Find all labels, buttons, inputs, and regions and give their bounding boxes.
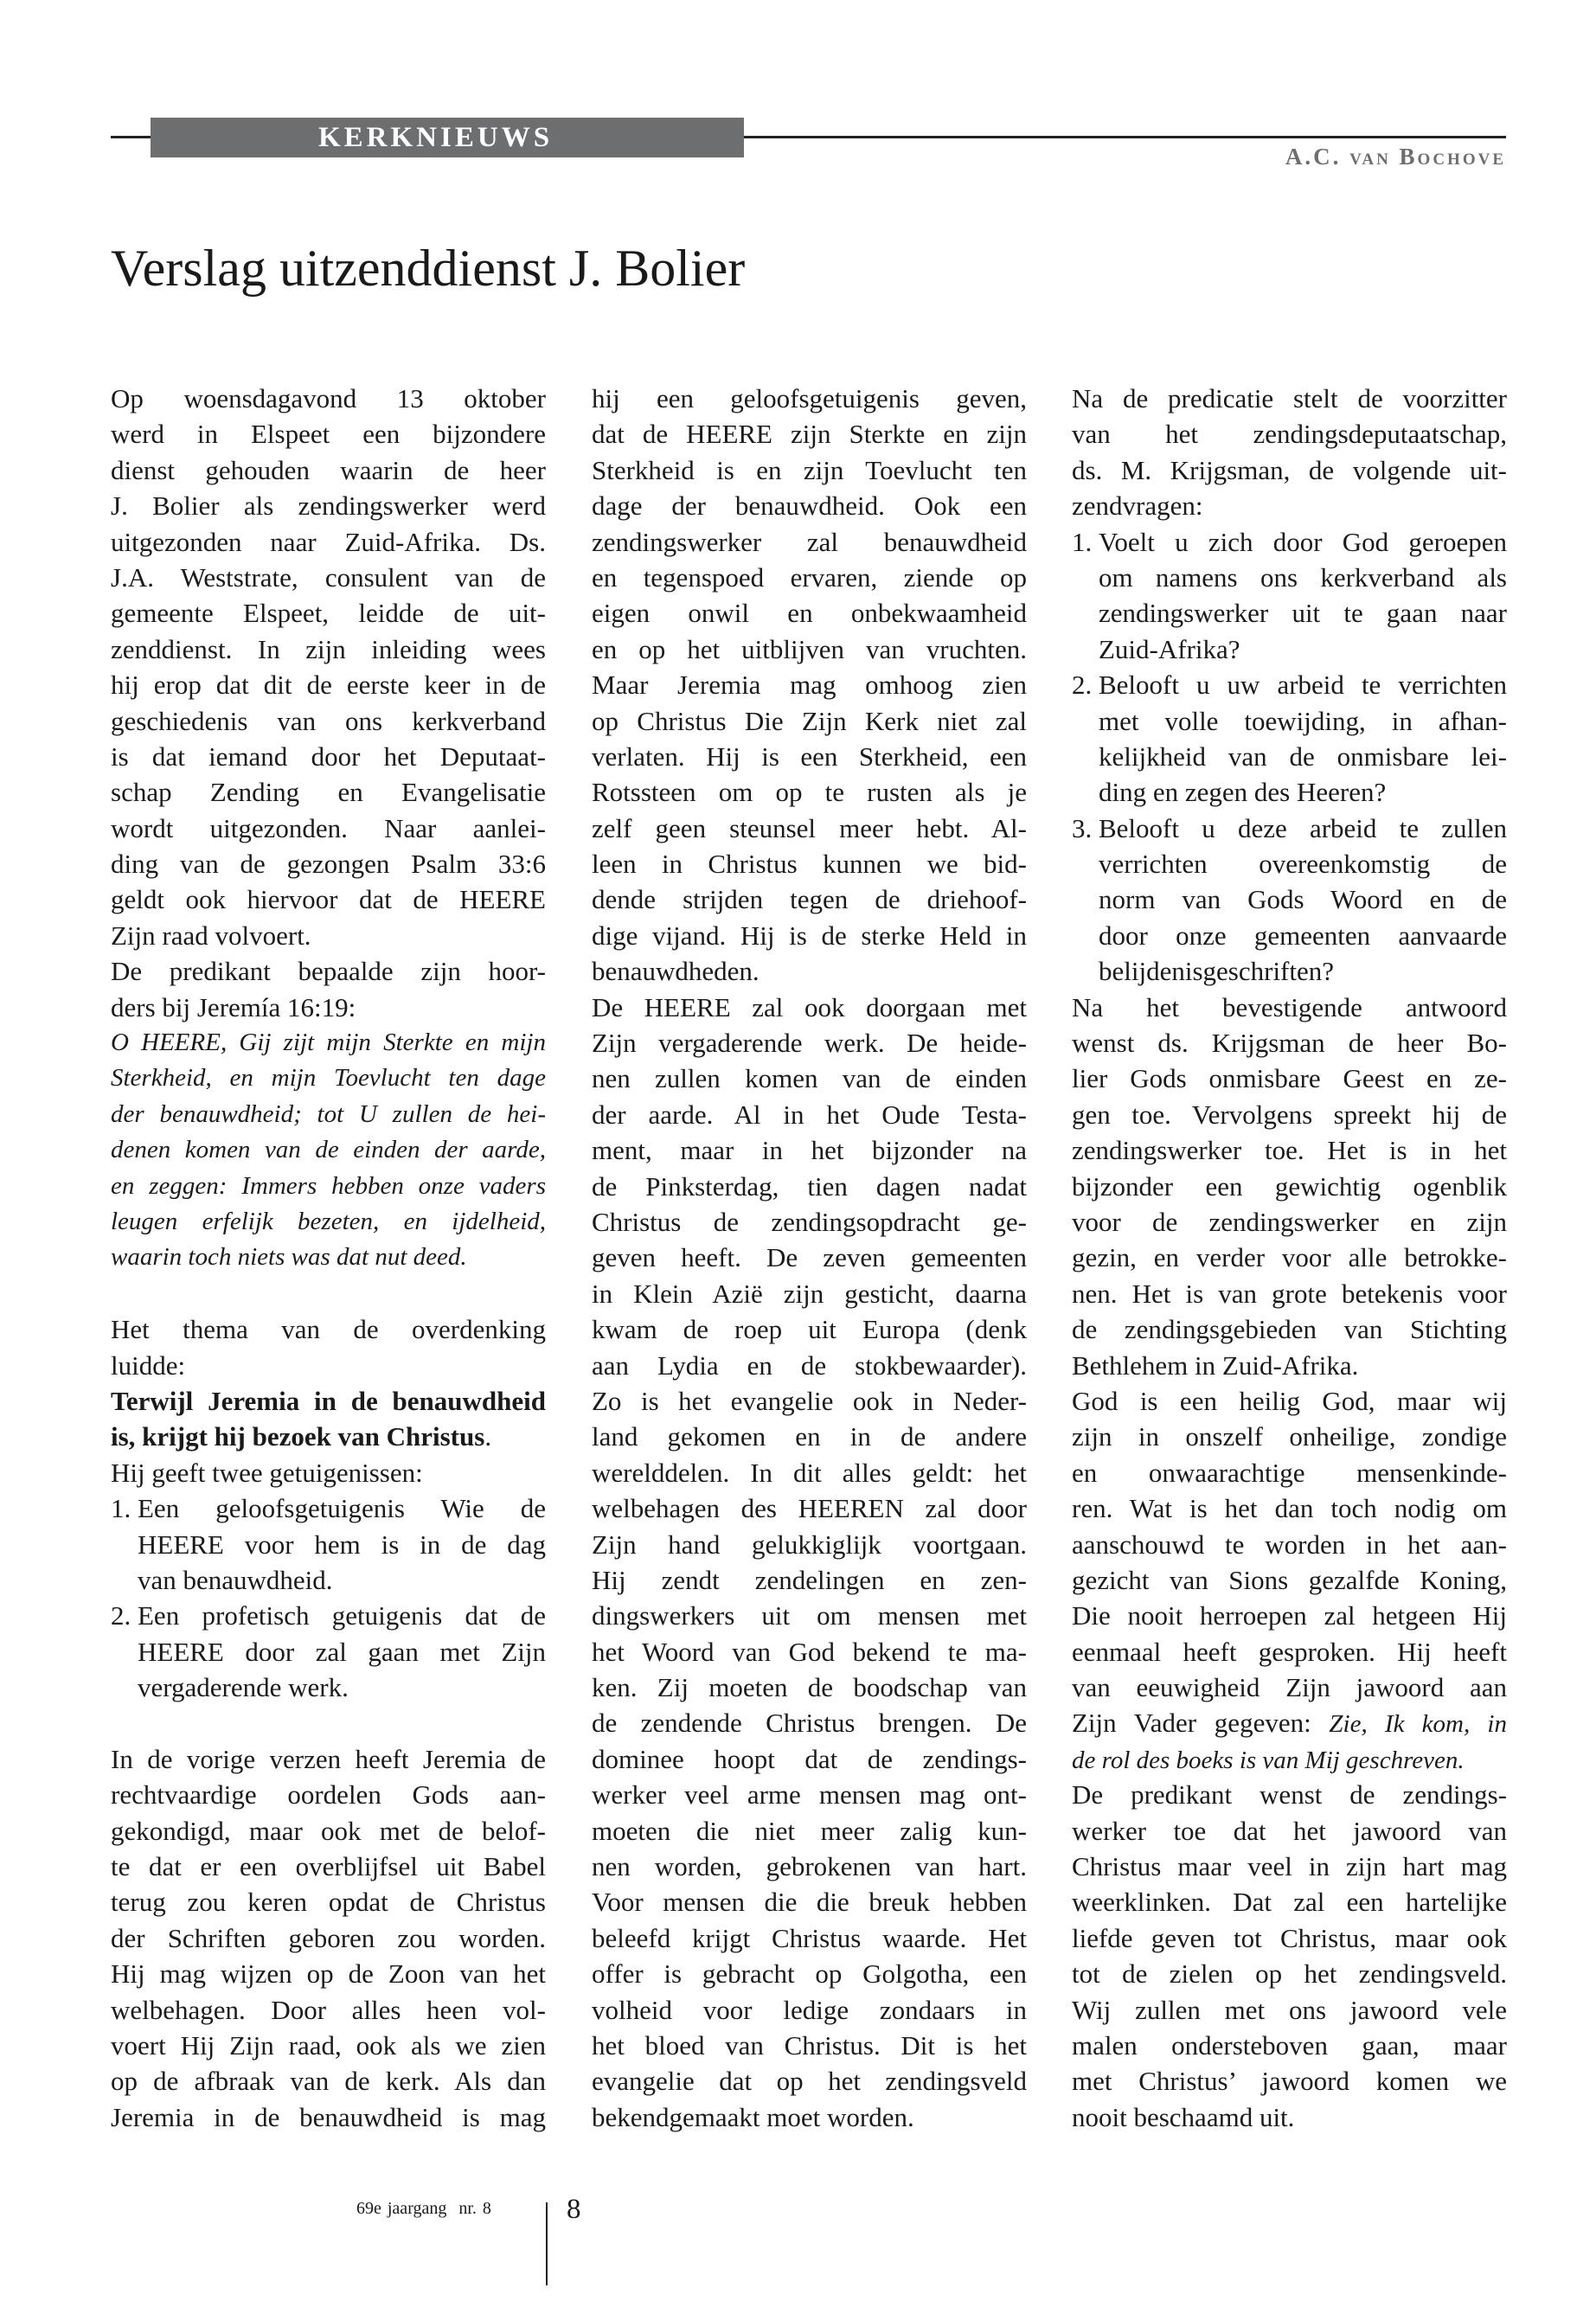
text-line: door onze gemeenten aanvaarde xyxy=(1099,920,1507,951)
text-line: eenmaal heeft gesproken. Hij heeft xyxy=(1072,1636,1507,1667)
text-line: De predikant wenst de zendings- xyxy=(1072,1779,1507,1811)
text-line: de Pinksterdag, tien dagen nadat xyxy=(592,1170,1027,1202)
text-line: geven heeft. De zeven gemeenten xyxy=(592,1242,1027,1273)
text-line: waarin toch niets was dat nut deed. xyxy=(111,1243,467,1272)
text-line: J. Bolier als zendingswerker werd xyxy=(111,490,546,522)
text-line: Hij geeft twee getuigenissen: xyxy=(111,1457,423,1488)
text-line: van het zendingsdeputaatschap, xyxy=(1072,419,1507,450)
issue-info: 69e jaargang nr. 8 xyxy=(356,2199,491,2218)
text-line: Zijn raad volvoert. xyxy=(111,920,311,951)
text-line: leugen erfelijk bezeten, en ijdelheid, xyxy=(111,1207,546,1235)
text-line: Een profetisch getuigenis dat de xyxy=(138,1600,546,1631)
text-line: de zendende Christus brengen. De xyxy=(592,1708,1027,1739)
text-line: leen in Christus kunnen we bid- xyxy=(592,849,1027,880)
text-line: bekendgemaakt moet worden. xyxy=(592,2101,914,2132)
text-line: geschiedenis van ons kerkverband xyxy=(111,705,546,736)
footer-divider xyxy=(546,2202,548,2285)
text-line: en zeggen: Immers hebben onze vaders xyxy=(111,1171,546,1200)
text-line: Bethlehem in Zuid-Afrika. xyxy=(1072,1349,1359,1381)
list-item xyxy=(111,1490,546,1598)
text-line: zelf geen steunsel meer hebt. Al- xyxy=(592,812,1027,843)
text-line: gen toe. Vervolgens spreekt hij de xyxy=(1072,1099,1507,1130)
text-line: Christus maar veel in zijn hart mag xyxy=(1072,1851,1507,1882)
article-column-2 xyxy=(592,381,1027,2135)
text-line xyxy=(1072,1705,1507,1740)
text-line: malen ondersteboven gaan, maar xyxy=(1072,2029,1507,2061)
text-span: . xyxy=(484,1421,492,1452)
text-line: Zijn vergaderende werk. De heide- xyxy=(592,1028,1027,1059)
text-line: werker toe dat het jawoord van xyxy=(1072,1815,1507,1846)
paragraph xyxy=(1072,1777,1507,2135)
text-line: uitgezonden naar Zuid-Afrika. Ds. xyxy=(111,526,546,557)
text-line: tot de zielen op het zendingsveld. xyxy=(1072,1958,1507,1990)
text-line: het Woord van God bekend te ma- xyxy=(592,1636,1027,1667)
paragraph xyxy=(111,381,546,953)
text-line: Het thema van de overdenking xyxy=(111,1314,546,1345)
text-line: ders bij Jeremía 16:19: xyxy=(111,991,356,1022)
text-line: vergaderende werk. xyxy=(138,1672,349,1703)
text-line: Een geloofsgetuigenis Wie de xyxy=(138,1493,546,1524)
text-line: Na het bevestigende antwoord xyxy=(1072,991,1507,1022)
text-line xyxy=(111,1419,546,1454)
text-line: dende strijden tegen de driehoof- xyxy=(592,884,1027,915)
text-line: evangelie dat op het zendingsveld xyxy=(592,2066,1027,2097)
text-line: liefde geven tot Christus, maar ook xyxy=(1072,1922,1507,1953)
paragraph xyxy=(111,1383,546,1455)
list-number: 1. xyxy=(111,1493,131,1524)
text-line: zenddienst. In zijn inleiding wees xyxy=(111,633,546,664)
text-line: Sterkheid, en mijn Toevlucht ten dage xyxy=(111,1064,546,1093)
paragraph xyxy=(592,381,1027,990)
text-line: land gekomen en in de andere xyxy=(592,1421,1027,1452)
text-line: Belooft u uw arbeid te verrichten xyxy=(1099,670,1507,701)
text-line: op Christus Die Zijn Kerk niet zal xyxy=(592,705,1027,736)
text-line: der aarde. Al in het Oude Testa- xyxy=(592,1099,1027,1130)
page-number: 8 xyxy=(567,2194,581,2225)
text-line: norm van Gods Woord en de xyxy=(1099,884,1507,915)
list-item xyxy=(1072,811,1507,990)
text-line: voert Hij Zijn raad, ook als we zien xyxy=(111,2029,546,2061)
list-number: 2. xyxy=(1072,670,1093,701)
text-line: ren. Wat is het dan toch nodig om xyxy=(1072,1493,1507,1524)
text-line: zijn in onszelf onheilige, zondige xyxy=(1072,1421,1507,1452)
text-span: de rol des boeks is van Mij geschreven. xyxy=(1072,1746,1465,1774)
text-line: en tegenspoed ervaren, ziende op xyxy=(592,561,1027,593)
text-line: bijzonder een gewichtig ogenblik xyxy=(1072,1170,1507,1202)
text-span: is, krijgt hij bezoek van Christus xyxy=(111,1421,485,1452)
list-item xyxy=(111,1598,546,1705)
text-line: om namens ons kerkverband als xyxy=(1099,561,1507,593)
text-line: gezin, en verder voor alle betrokke- xyxy=(1072,1242,1507,1273)
text-line: zendingswerker zal benauwdheid xyxy=(592,526,1027,557)
text-line: Sterkheid is en zijn Toevlucht ten xyxy=(592,454,1027,485)
text-line: van benauwdheid. xyxy=(138,1564,333,1595)
text-line: luidde: xyxy=(111,1349,186,1381)
text-line: HEERE voor hem is in de dag xyxy=(138,1529,546,1560)
text-line: volheid voor ledige zondaars in xyxy=(592,1994,1027,2025)
text-line: werelddelen. In dit alles geldt: het xyxy=(592,1457,1027,1488)
text-line: Die nooit herroepen zal hetgeen Hij xyxy=(1072,1600,1507,1631)
text-line: dige vijand. Hij is de sterke Held in xyxy=(592,920,1027,951)
text-line: zendvragen: xyxy=(1072,490,1203,522)
paragraph xyxy=(1072,1383,1507,1777)
text-line: Voor mensen die die breuk hebben xyxy=(592,1887,1027,1918)
text-line: Na de predicatie stelt de voorzitter xyxy=(1072,383,1507,413)
text-line: te dat er een overblijfsel uit Babel xyxy=(111,1851,546,1882)
text-line: Wij zullen met ons jawoord vele xyxy=(1072,1994,1507,2025)
text-line: nooit beschaamd uit. xyxy=(1072,2101,1295,2132)
text-line: Zuid-Afrika? xyxy=(1099,633,1240,664)
text-line: werker veel arme mensen mag ont- xyxy=(592,1779,1027,1811)
list-number: 1. xyxy=(1072,526,1093,557)
text-line: zendingswerker uit te gaan naar xyxy=(1099,598,1507,629)
text-line: benauwdheden. xyxy=(592,956,760,987)
text-line: der benauwdheid; tot U zullen de hei- xyxy=(111,1099,546,1128)
text-line: eigen onwil en onbekwaamheid xyxy=(592,598,1027,629)
article-title: Verslag uitzenddienst J. Bolier xyxy=(111,240,746,297)
paragraph xyxy=(111,953,546,1025)
text-line: gemeente Elspeet, leidde de uit- xyxy=(111,598,546,629)
text-line: aanschouwd te worden in het aan- xyxy=(1072,1529,1507,1560)
text-line: verlaten. Hij is een Sterkheid, een xyxy=(592,740,1027,772)
text-line: schap Zending en Evangelisatie xyxy=(111,777,546,808)
text-line: zendingswerker toe. Het is in het xyxy=(1072,1135,1507,1166)
text-line: ken. Zij moeten de boodschap van xyxy=(592,1672,1027,1703)
text-line: God is een heilig God, maar wij xyxy=(1072,1385,1507,1416)
paragraph xyxy=(111,1741,546,2135)
text-line: Hij mag wijzen op de Zoon van het xyxy=(111,1958,546,1990)
text-line: weerklinken. Dat zal een hartelijke xyxy=(1072,1887,1507,1918)
text-line: op de afbraak van de kerk. Als dan xyxy=(111,2066,546,2097)
list-item xyxy=(1072,524,1507,668)
text-line: Zijn hand gelukkiglijk voortgaan. xyxy=(592,1529,1027,1560)
text-line: rechtvaardige oordelen Gods aan- xyxy=(111,1779,546,1811)
author-name: A.C. van Bochove xyxy=(1285,144,1506,170)
list-number: 3. xyxy=(1072,812,1093,843)
text-line: hij een geloofsgetuigenis geven, xyxy=(592,383,1027,413)
paragraph-gap xyxy=(111,1276,546,1311)
text-line: verrichten overeenkomstig de xyxy=(1099,849,1507,880)
text-line: gekondigd, maar ook met de belof- xyxy=(111,1815,546,1846)
text-line: dominee hoopt dat de zendings- xyxy=(592,1743,1027,1774)
text-line: beleefd krijgt Christus waarde. Het xyxy=(592,1922,1027,1953)
text-line: aan Lydia en de stokbewaarder). xyxy=(592,1349,1027,1381)
section-label: KERKNIEUWS xyxy=(151,118,744,157)
article-column-3 xyxy=(1072,381,1507,2135)
text-line: nen zullen komen van de einden xyxy=(592,1063,1027,1094)
paragraph xyxy=(1072,990,1507,1383)
text-line: wenst ds. Krijgsman de heer Bo- xyxy=(1072,1028,1507,1059)
text-line: belijdenisgeschriften? xyxy=(1099,956,1335,987)
text-line: en onwaarachtige mensenkinde- xyxy=(1072,1457,1507,1488)
text-line: in Klein Azië zijn gesticht, daarna xyxy=(592,1278,1027,1309)
text-line: ds. M. Krijgsman, de volgende uit- xyxy=(1072,454,1507,485)
text-line: Rotssteen om op te rusten als je xyxy=(592,777,1027,808)
text-line: en op het uitblijven van vruchten. xyxy=(592,633,1027,664)
text-line: wordt uitgezonden. Naar aanlei- xyxy=(111,812,546,843)
text-line: van eeuwigheid Zijn jawoord aan xyxy=(1072,1672,1507,1703)
text-line: ding van de gezongen Psalm 33:6 xyxy=(111,849,546,880)
text-line: offer is gebracht op Golgotha, een xyxy=(592,1958,1027,1990)
text-line: welbehagen. Door alles heen vol- xyxy=(111,1994,546,2025)
text-span: Terwijl Jeremia in de benauwdheid xyxy=(111,1385,546,1416)
text-line: Jeremia in de benauwdheid is mag xyxy=(111,2101,546,2132)
text-line: nen worden, gebrokenen van hart. xyxy=(592,1851,1027,1882)
text-line xyxy=(111,1383,546,1419)
text-line: kelijkheid van de onmisbare lei- xyxy=(1099,740,1507,772)
list-item xyxy=(1072,667,1507,811)
text-line: hij erop dat dit de eerste keer in de xyxy=(111,670,546,701)
text-line: dat de HEERE zijn Sterkte en zijn xyxy=(592,419,1027,450)
paragraph xyxy=(111,1311,546,1383)
scripture-quote xyxy=(111,1025,546,1276)
list-number: 2. xyxy=(111,1600,131,1631)
text-line: dage der benauwdheid. Ook een xyxy=(592,490,1027,522)
text-line: met volle toewijding, in afhan- xyxy=(1099,705,1507,736)
text-line: J.A. Weststrate, consulent van de xyxy=(111,561,546,593)
text-line: HEERE door zal gaan met Zijn xyxy=(138,1636,546,1667)
text-line: der Schriften geboren zou worden. xyxy=(111,1922,546,1953)
paragraph xyxy=(1072,381,1507,524)
text-line: ment, maar in het bijzonder na xyxy=(592,1135,1027,1166)
text-line: gezicht van Sions gezalfde Koning, xyxy=(1072,1564,1507,1595)
paragraph xyxy=(592,990,1027,2136)
text-span: Zie, Ik kom, in xyxy=(1329,1710,1507,1739)
text-line: Maar Jeremia mag omhoog zien xyxy=(592,670,1027,701)
paragraph xyxy=(111,1455,546,1490)
text-line xyxy=(1072,1741,1507,1777)
text-line: de zendingsgebieden van Stichting xyxy=(1072,1314,1507,1345)
text-span: Zijn Vader gegeven: xyxy=(1072,1708,1330,1739)
text-line: het bloed van Christus. Dit is het xyxy=(592,2029,1027,2061)
text-line: De HEERE zal ook doorgaan met xyxy=(592,991,1027,1022)
text-line: Zo is het evangelie ook in Neder- xyxy=(592,1385,1027,1416)
paragraph-gap xyxy=(111,1705,546,1740)
text-line: denen komen van de einden der aarde, xyxy=(111,1136,546,1164)
text-line: De predikant bepaalde zijn hoor- xyxy=(111,956,546,987)
text-line: lier Gods onmisbare Geest en ze- xyxy=(1072,1063,1507,1094)
text-line: welbehagen des HEEREN zal door xyxy=(592,1493,1027,1524)
text-line: ding en zegen des Heeren? xyxy=(1099,777,1387,808)
text-line: Christus de zendingsopdracht ge- xyxy=(592,1206,1027,1237)
text-line: geldt ook hiervoor dat de HEERE xyxy=(111,884,546,915)
text-line: terug zou keren opdat de Christus xyxy=(111,1887,546,1918)
article-column-1 xyxy=(111,381,546,2135)
text-line: is dat iemand door het Deputaat- xyxy=(111,740,546,772)
text-line: kwam de roep uit Europa (denk xyxy=(592,1314,1027,1345)
text-line: nen. Het is van grote betekenis voor xyxy=(1072,1278,1507,1309)
text-line: In de vorige verzen heeft Jeremia de xyxy=(111,1743,546,1774)
text-line: Hij zendt zendelingen en zen- xyxy=(592,1564,1027,1595)
text-line: voor de zendingswerker en zijn xyxy=(1072,1206,1507,1237)
text-line: moeten die niet meer zalig kun- xyxy=(592,1815,1027,1846)
text-line: werd in Elspeet een bijzondere xyxy=(111,419,546,450)
text-line: Voelt u zich door God geroepen xyxy=(1099,526,1507,557)
text-line: O HEERE, Gij zijt mijn Sterkte en mijn xyxy=(111,1029,546,1057)
text-line: Belooft u deze arbeid te zullen xyxy=(1099,812,1507,843)
text-line: Op woensdagavond 13 oktober xyxy=(111,383,546,413)
text-line: dienst gehouden waarin de heer xyxy=(111,454,546,485)
text-line: dingswerkers uit om mensen met xyxy=(592,1600,1027,1631)
text-line: met Christus’ jawoord komen we xyxy=(1072,2066,1507,2097)
